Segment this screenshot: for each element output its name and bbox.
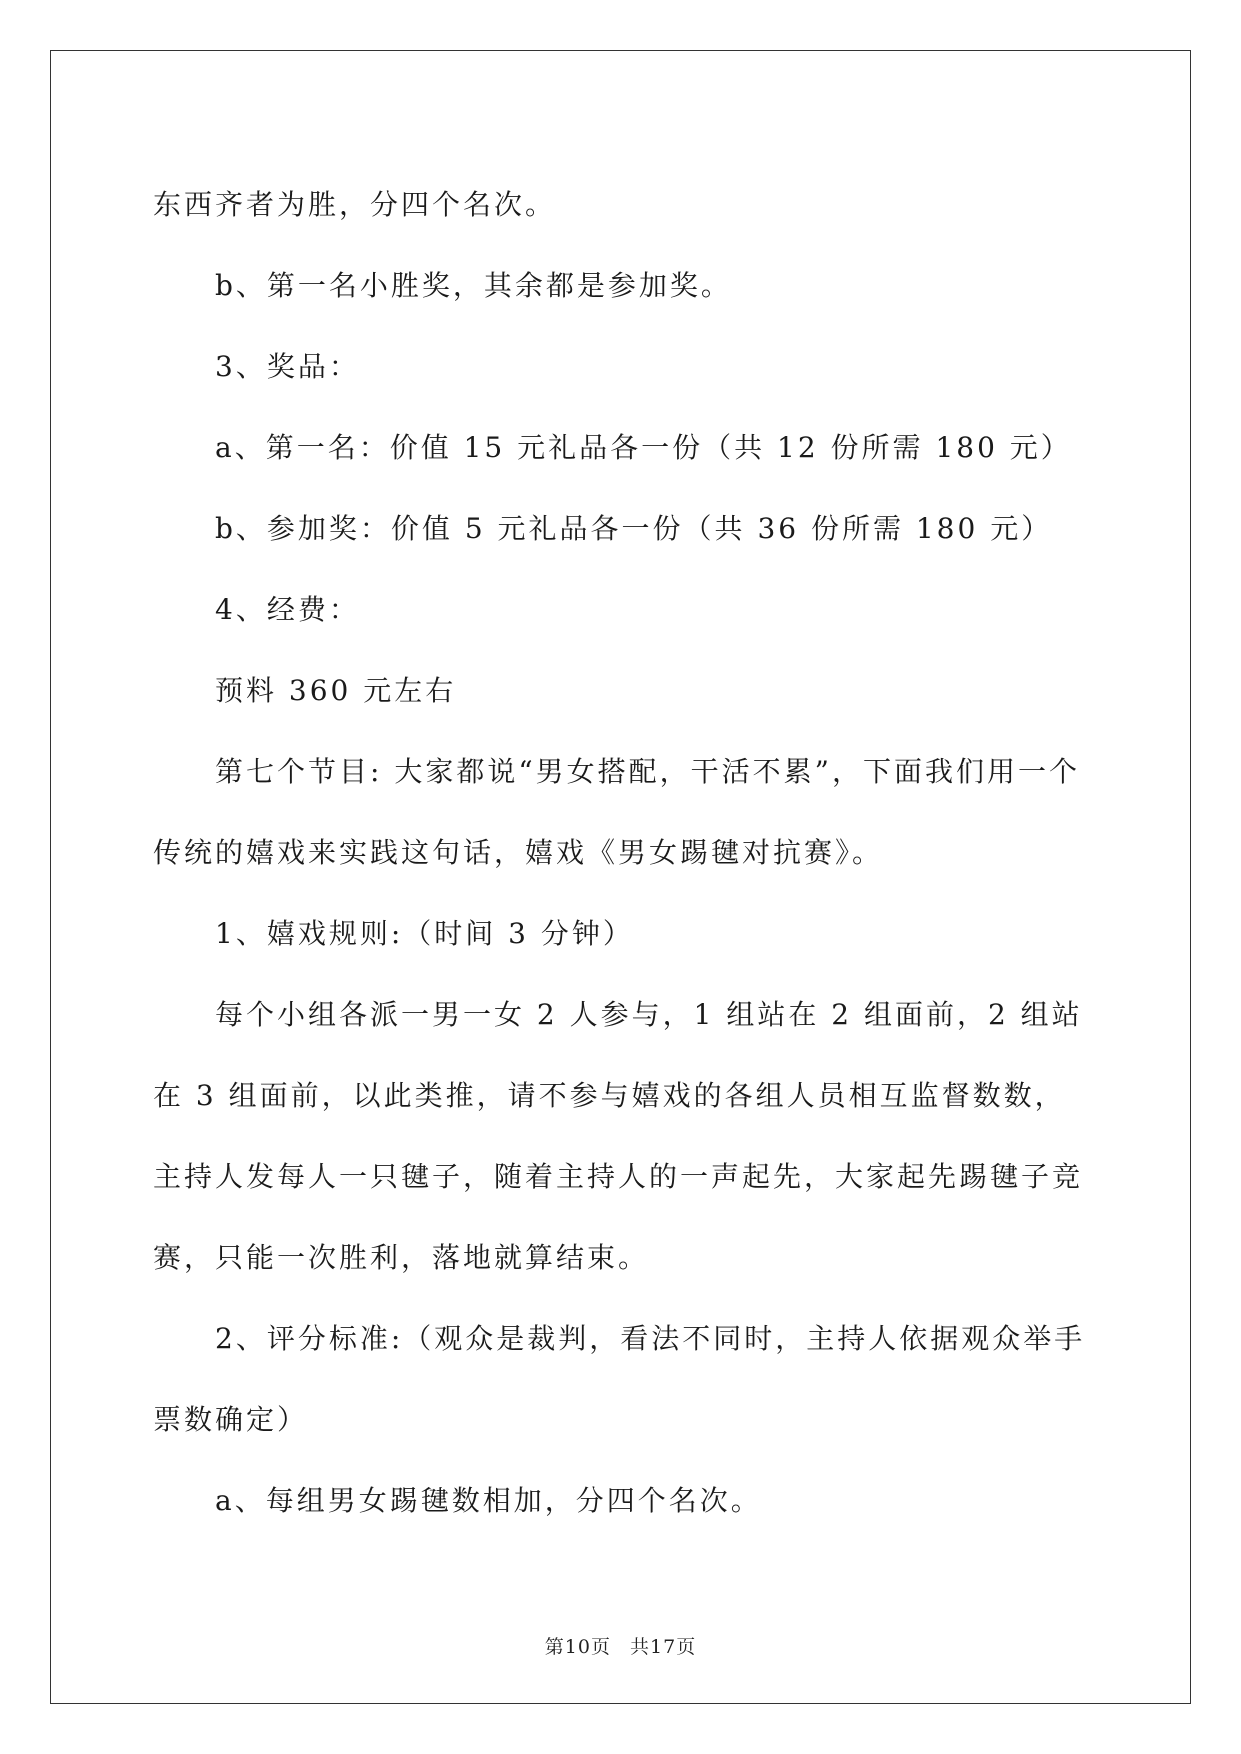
- paragraph-4: a、第一名：价值 15 元礼品各一份（共 12 份所需 180 元）: [215, 431, 1072, 464]
- paragraph-8: 第七个节目: 大家都说“男女搭配，干活不累”，下面我们用一个传统的嬉戏来实践这句话，嬉戏《男女踢毽对抗赛》。: [153, 755, 1080, 869]
- paragraph-9: 1、嬉戏规则:（时间 3 分钟）: [215, 917, 634, 950]
- page-footer: [0, 1632, 1241, 1659]
- paragraph-7: 预料 360 元左右: [215, 674, 457, 707]
- paragraph-6: 4、经费：: [215, 593, 360, 626]
- document-body: [153, 164, 1088, 1541]
- paragraph-12: a、每组男女踢毽数相加，分四个名次。: [215, 1484, 762, 1517]
- paragraph-5: b、参加奖：价值 5 元礼品各一份（共 36 份所需 180 元）: [215, 512, 1053, 545]
- paragraph-10: 每个小组各派一男一女 2 人参与，1 组站在 2 组面前，2 组站在 3 组面前，以此类推，请不参与嬉戏的各组人员相互监督数数，主持人发每人一只毽子，随着主持人的一声起先，大家起先踢毽子竞赛，只能一次胜利，落地就算结束。: [153, 998, 1084, 1274]
- paragraph-1: 东西齐者为胜，分四个名次。: [153, 188, 557, 221]
- page-total: 共17页: [630, 1636, 697, 1658]
- paragraph-11: 2、评分标准:（观众是裁判，看法不同时，主持人依据观众举手票数确定）: [153, 1322, 1086, 1436]
- paragraph-3: 3、奖品：: [215, 350, 360, 383]
- paragraph-2: b、第一名小胜奖，其余都是参加奖。: [215, 269, 732, 302]
- page-number: 第10页: [544, 1636, 611, 1658]
